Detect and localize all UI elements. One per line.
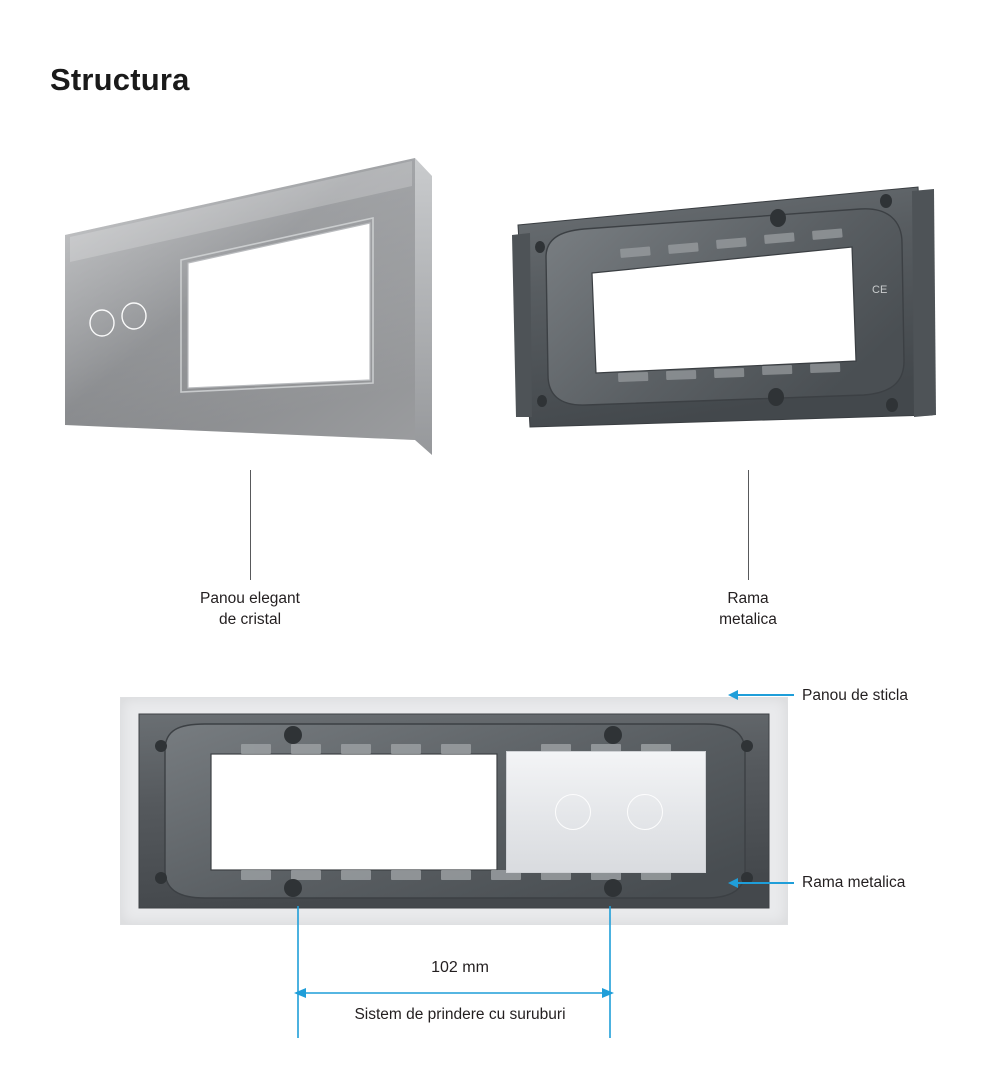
metal-frame-illustration (500, 165, 940, 455)
caption-glass-panel-line2: de cristal (218, 611, 282, 628)
assembly-touch-button-2-icon (627, 794, 663, 830)
glass-panel-svg (40, 140, 460, 470)
caption-metal-frame (648, 588, 848, 630)
panel-edge (415, 158, 432, 455)
dimension-label: 102 mm (431, 959, 489, 976)
assembly-glass-subpanel (506, 751, 706, 873)
caption-glass-panel-line1: Panou elegant (200, 590, 300, 607)
assembly-module-opening (211, 754, 497, 870)
screw-system-caption: Sistem de prindere cu suruburi (354, 1006, 566, 1023)
caption-glass-panel (150, 588, 350, 630)
callout-label-metal-frame: Rama metalica (802, 874, 906, 891)
callout-arrow-glass (726, 680, 796, 710)
caption-metal-frame-line2: metalica (719, 611, 777, 628)
page-title: Structura (50, 62, 190, 97)
callout-arrow-frame (726, 868, 796, 898)
leader-line-metal-frame (748, 470, 749, 580)
glass-panel-illustration (40, 140, 460, 470)
assembly-touch-button-1-icon (555, 794, 591, 830)
callout-label-glass-panel: Panou de sticla (802, 687, 908, 704)
frame-left-ear (512, 233, 532, 417)
ce-marking: CE (872, 284, 888, 296)
dimension-arrow-left (294, 988, 306, 998)
metal-frame-svg (500, 165, 940, 455)
frame-right-ear (912, 189, 936, 417)
caption-metal-frame-line1: Rama (727, 590, 769, 607)
leader-line-glass-panel (250, 470, 251, 580)
dimension-arrow-right (602, 988, 614, 998)
